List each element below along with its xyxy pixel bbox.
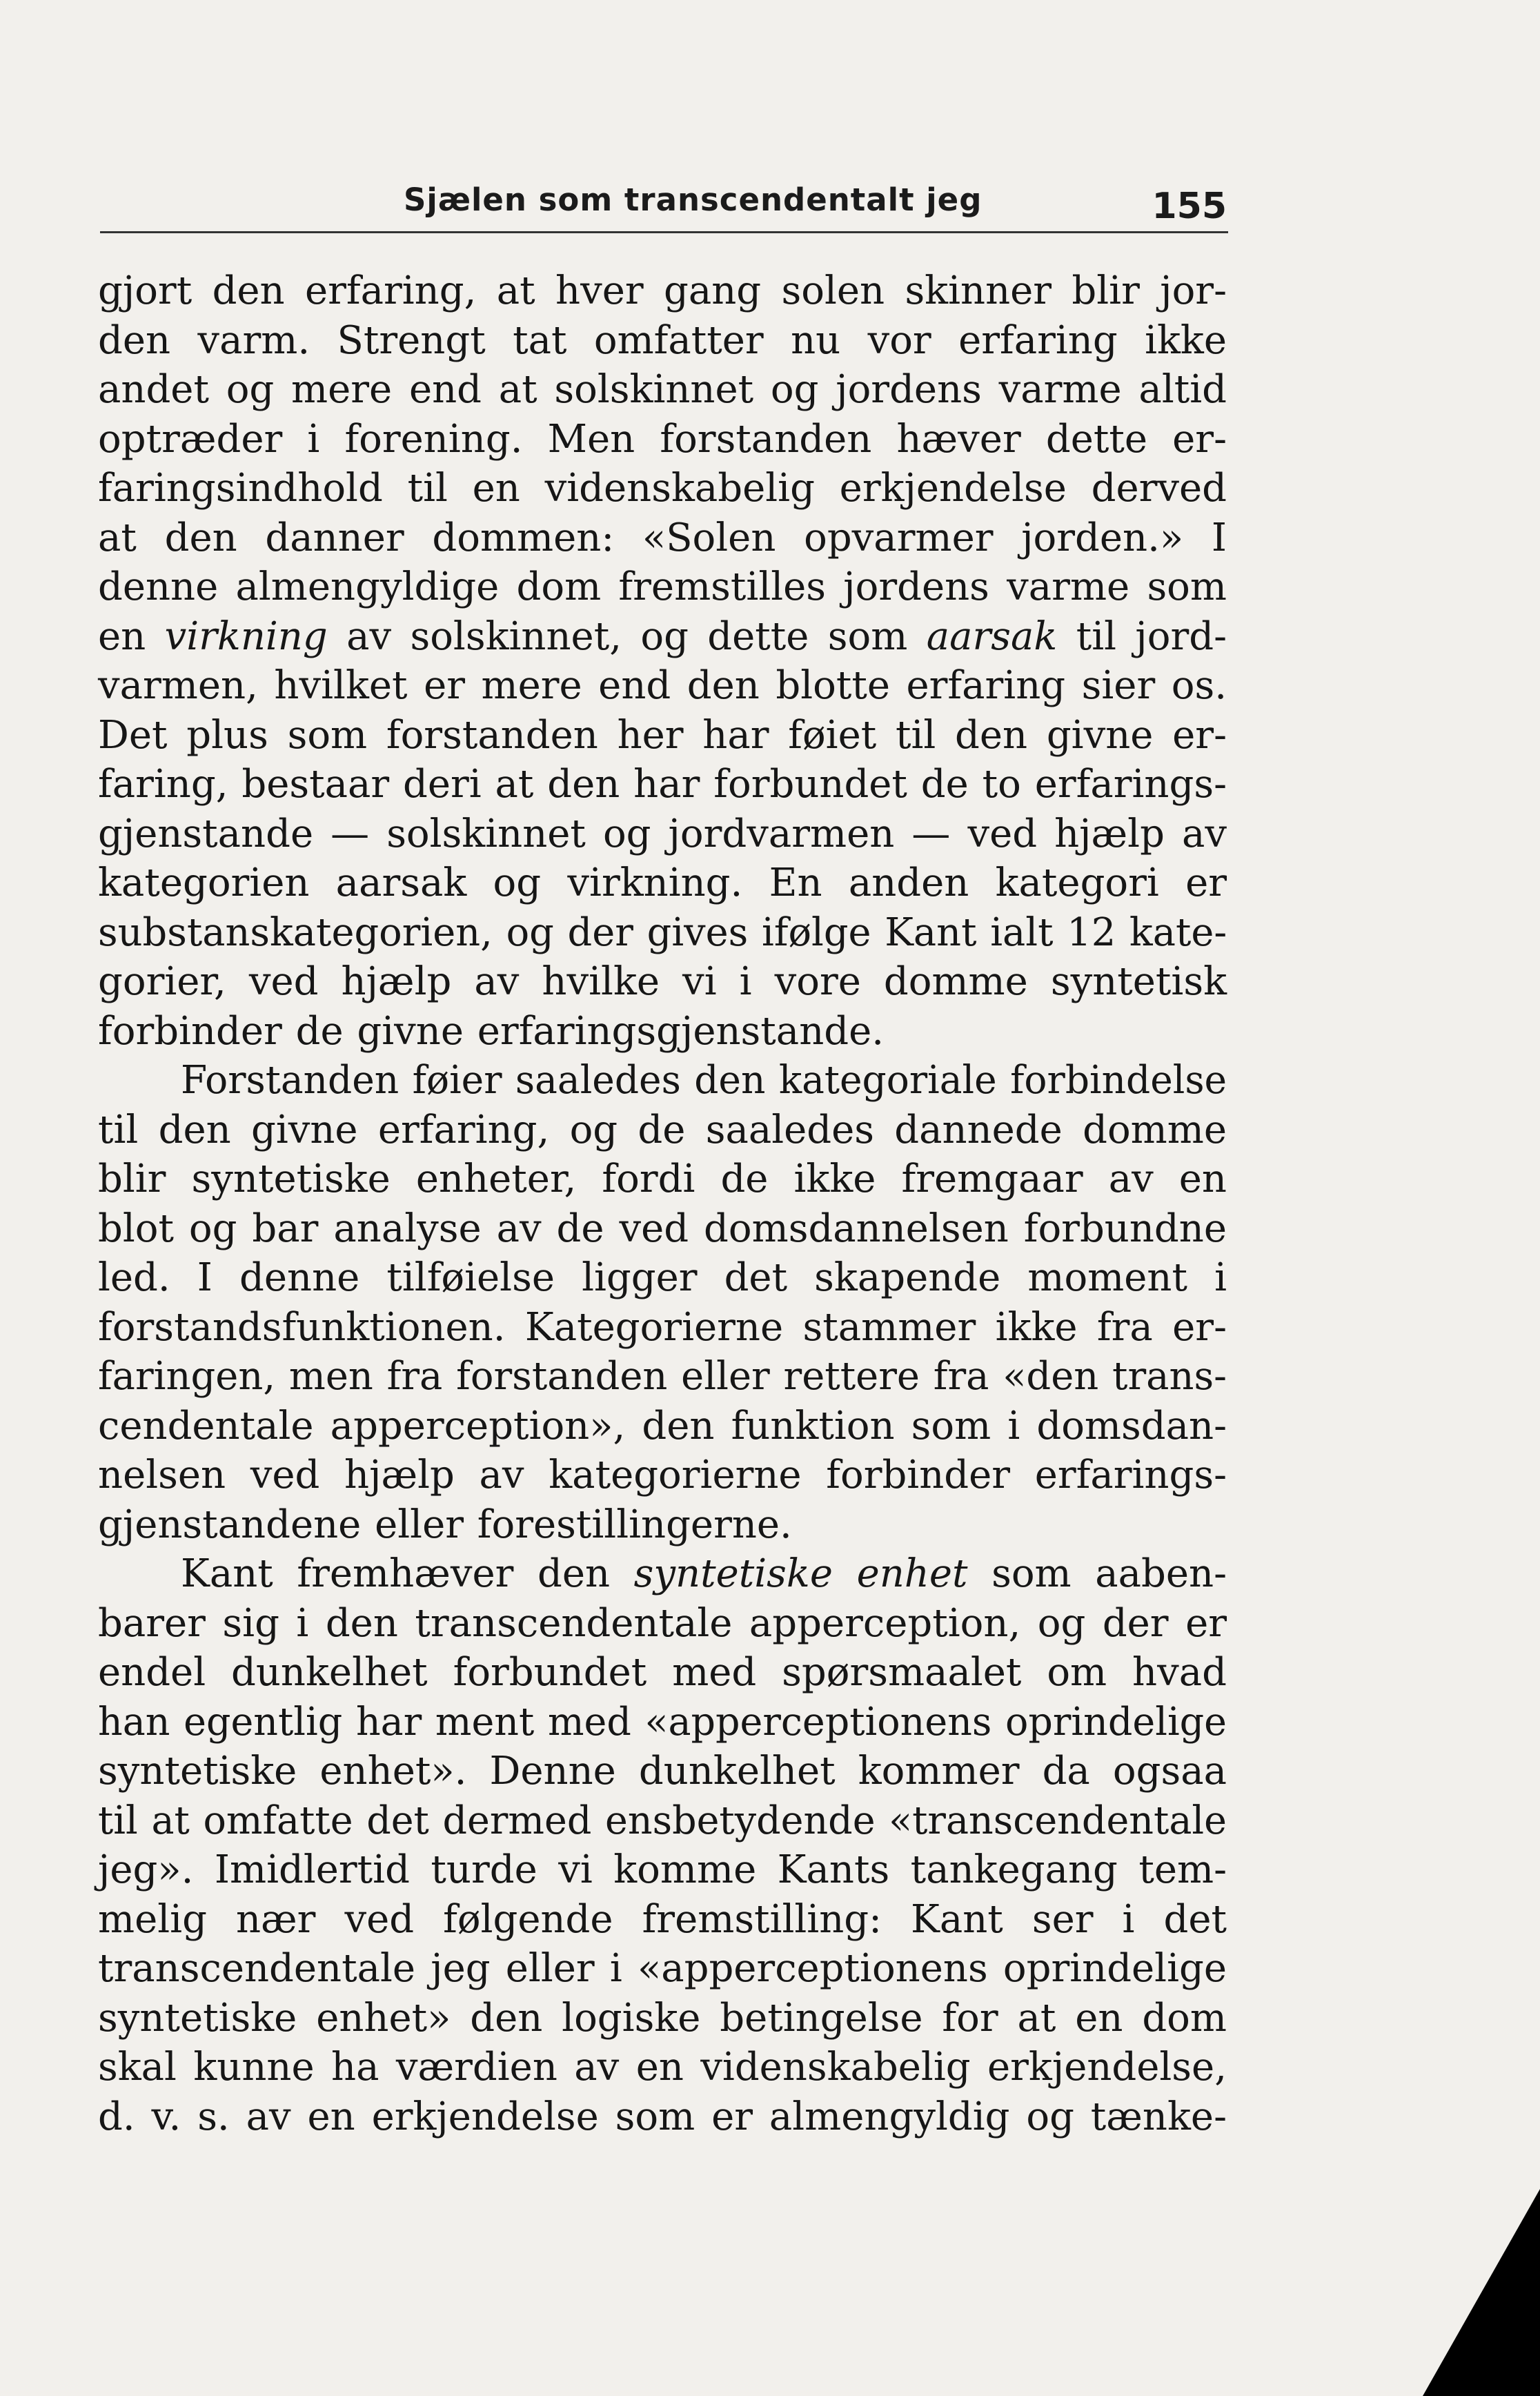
page-header [100,176,1228,233]
text-line: gorier, ved hjælp av hvilke vi i vore domme syntetisk [98,959,1227,1004]
text-line: varmen, hvilket er mere end den blotte erfaring sier os. [98,663,1227,708]
text-line: faringen, men fra forstanden eller rettere fra «den trans- [98,1354,1227,1399]
text-line: han egentlig har ment med «apperceptionens oprindelige [98,1699,1227,1745]
text-line: gjort den erfaring, at hver gang solen skinner blir jor- [98,268,1227,313]
text-line: gjenstande — solskinnet og jordvarmen — ved hjælp av [98,811,1227,856]
text-line: til at omfatte det dermed ensbetydende «transcendentale [98,1798,1227,1843]
text-line: denne almengyldige dom fremstilles jordens varme som [98,564,1227,609]
paragraph-start: Kant fremhæver den syntetiske enhet som aaben- [181,1551,1227,1596]
text-line: jeg». Imidlertid turde vi komme Kants tankegang tem- [98,1847,1227,1892]
emphasis-virkning: virkning [164,613,328,659]
text-line: andet og mere end at solskinnet og jordens varme altid [98,367,1227,412]
emphasis-aarsak: aarsak [926,613,1058,659]
emphasis-syntetiske-enhet: syntetiske enhet [633,1551,968,1596]
text-line: at den danner dommen: «Solen opvarmer jorden.» I [98,515,1227,560]
text-line: d. v. s. av en erkjendelse som er almengyldig og tænke- [98,2094,1227,2139]
text-line: kategorien aarsak og virkning. En anden kategori er [98,861,1227,905]
page-corner-shadow [1423,2189,1540,2396]
text-line: forbinder de givne erfaringsgjenstande. [98,1008,885,1054]
text-line: transcendentale jeg eller i «apperceptionens oprindelige [98,1946,1227,1991]
text-line: nelsen ved hjælp av kategorierne forbinder erfarings- [98,1453,1227,1498]
text-line: led. I denne tilføielse ligger det skapende moment i [98,1255,1227,1300]
text-line: optræder i forening. Men forstanden hæver dette er- [98,416,1227,462]
text-line: syntetiske enhet». Denne dunkelhet kommer da ogsaa [98,1749,1227,1794]
text-line: substanskategorien, og der gives ifølge Kant ialt 12 kate- [98,910,1227,955]
text-line: melig nær ved følgende fremstilling: Kant ser i det [98,1896,1227,1942]
text-line: gjenstandene eller forestillingerne. [98,1502,792,1547]
text-line: faring, bestaar deri at den har forbundet de to erfarings- [98,762,1227,807]
text-line: faringsindhold til en videnskabelig erkjendelse derved [98,466,1227,511]
text-line: skal kunne ha værdien av en videnskabelig erkjendelse, [98,2045,1227,2090]
text-line: blir syntetiske enheter, fordi de ikke fremgaar av en [98,1157,1227,1201]
text-line: den varm. Strengt tat omfatter nu vor erfaring ikke [98,317,1227,363]
paragraph-start: Forstanden føier saaledes den kategoriale forbindelse [181,1058,1227,1103]
text-line: Det plus som forstanden her har føiet til den givne er- [98,712,1227,758]
text-line: blot og bar analyse av de ved domsdannelsen forbundne [98,1206,1227,1251]
text-line: cendentale apperception», den funktion som i domsdan- [98,1403,1227,1449]
text-line: endel dunkelhet forbundet med spørsmaalet om hvad [98,1650,1227,1695]
body-text [98,266,1227,2141]
text-line: en virkning av solskinnet, og dette som aarsak til jord- [98,613,1227,659]
text-line: forstandsfunktionen. Kategorierne stammer ikke fra er- [98,1304,1227,1350]
page-number: 155 [1152,186,1227,227]
text-line: syntetiske enhet» den logiske betingelse for at en dom [98,1995,1227,2041]
running-head: Sjælen som transcendentalt jeg [404,181,983,218]
text-line: barer sig i den transcendentale apperception, og der er [98,1600,1227,1646]
text-line: til den givne erfaring, og de saaledes dannede domme [98,1107,1227,1152]
